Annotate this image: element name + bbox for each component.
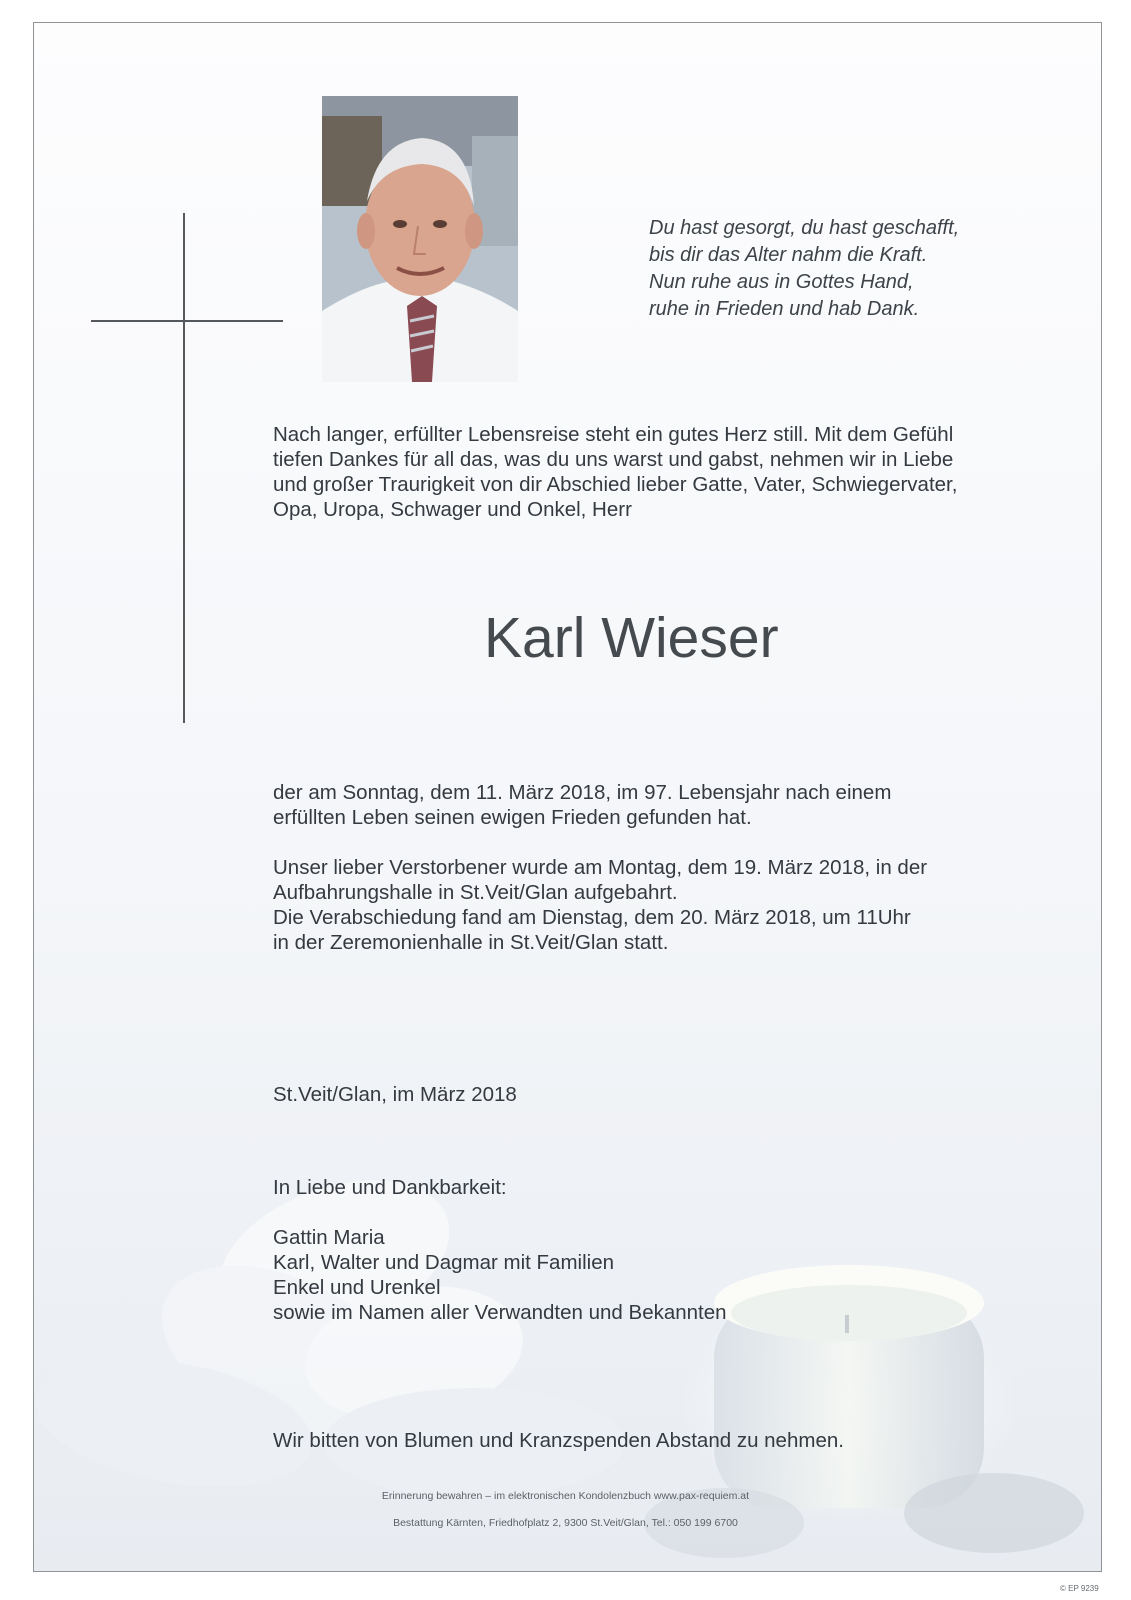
portrait-photo (322, 96, 518, 382)
burial-line: in der Zeremonienhalle in St.Veit/Glan statt. (273, 931, 669, 954)
verse-line: ruhe in Frieden und hab Dank. (649, 298, 920, 320)
verse-line: Nun ruhe aus in Gottes Hand, (649, 271, 914, 293)
intro-line: tiefen Dankes für all das, was du uns warst und gabst, nehmen wir in Liebe (273, 448, 954, 471)
burial-line: Unser lieber Verstorbener wurde am Montag, dem 19. März 2018, in der (273, 856, 928, 879)
verse-line: bis dir das Alter nahm die Kraft. (649, 244, 928, 266)
family-line: sowie im Namen aller Verwandten und Bekannten (273, 1301, 727, 1324)
intro-line: und großer Traurigkeit von dir Abschied lieber Gatte, Vater, Schwiegervater, (273, 473, 958, 496)
intro-line: Opa, Uropa, Schwager und Onkel, Herr (273, 498, 632, 521)
footer-condolence-link: Erinnerung bewahren – im elektronischen Kondolenzbuch www.pax-requiem.at (381, 1490, 750, 1502)
place-date: St.Veit/Glan, im März 2018 (273, 1083, 517, 1106)
flower-image (34, 1151, 624, 1506)
death-line: der am Sonntag, dem 11. März 2018, im 97. Lebensjahr nach einem (273, 781, 892, 804)
death-paragraph (273, 780, 1063, 830)
flowers-note: Wir bitten von Blumen und Kranzspenden Abstand zu nehmen. (273, 1429, 844, 1452)
family-line: Karl, Walter und Dagmar mit Familien (273, 1251, 615, 1274)
intro-paragraph (273, 422, 1063, 522)
verse-line: Du hast gesorgt, du hast geschafft, (649, 217, 960, 239)
burial-paragraph (273, 855, 1063, 955)
thanks-heading: In Liebe und Dankbarkeit: (273, 1176, 507, 1199)
intro-line: Nach langer, erfüllter Lebensreise steht ein gutes Herz still. Mit dem Gefühl (273, 423, 954, 446)
death-line: erfüllten Leben seinen ewigen Frieden gefunden hat. (273, 806, 752, 829)
family-line: Enkel und Urenkel (273, 1276, 441, 1299)
print-code: © EP 9239 (1060, 1584, 1099, 1593)
cross-icon (183, 213, 185, 723)
deceased-name: Karl Wieser (484, 606, 779, 670)
family-list (273, 1225, 1063, 1325)
cross-icon-bar (91, 320, 283, 322)
burial-line: Die Verabschiedung fand am Dienstag, dem 20. März 2018, um 11Uhr (273, 906, 911, 929)
footer-funeral-home: Bestattung Kärnten, Friedhofplatz 2, 9300 St.Veit/Glan, Tel.: 050 199 6700 (393, 1517, 738, 1529)
memorial-verse (649, 215, 1029, 323)
family-line: Gattin Maria (273, 1226, 385, 1249)
burial-line: Aufbahrungshalle in St.Veit/Glan aufgebahrt. (273, 881, 678, 904)
